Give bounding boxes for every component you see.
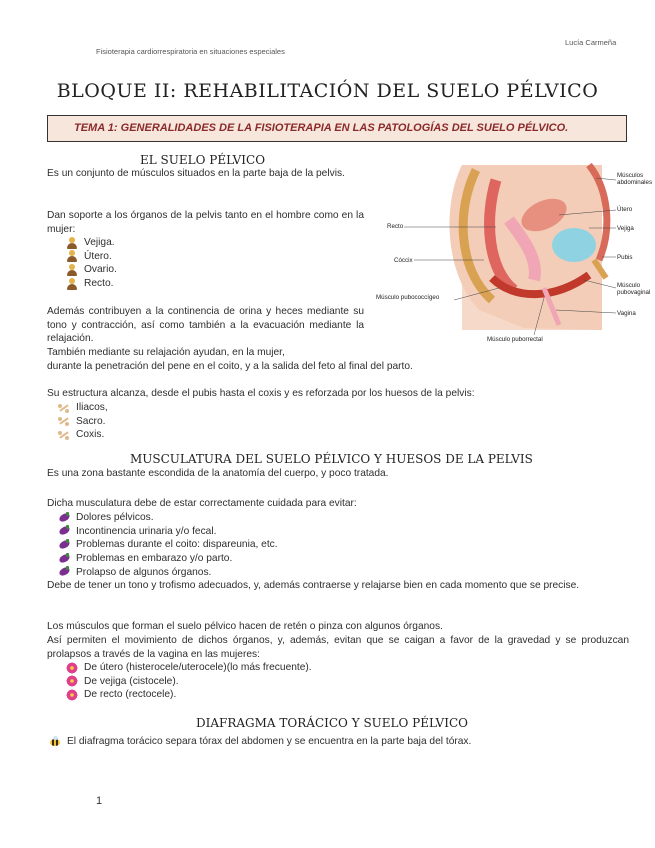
- prolapse-list: [66, 661, 312, 702]
- label-musculo-pubovaginal: Músculo pubovaginal: [617, 282, 651, 296]
- section-heading-suelo-pelvico: EL SUELO PÉLVICO: [140, 153, 266, 167]
- paragraph: durante la penetración del pene en el coito, y a la salida del feto al final del parto.: [47, 361, 413, 372]
- eggplant-icon: [58, 539, 70, 551]
- label-pubis: Pubis: [617, 254, 633, 261]
- person-icon: [66, 250, 78, 262]
- label-musculo-pubococcigeo: Músculo pubococcígeo: [376, 294, 440, 301]
- list-item: Ovario.: [66, 263, 117, 277]
- person-icon: [66, 264, 78, 276]
- section-heading-musculatura: MUSCULATURA DEL SUELO PÉLVICO Y HUESOS DE LA PELVIS: [130, 452, 533, 466]
- label-musculos-abdominales: Músculos abdominales: [617, 172, 653, 186]
- list-item: Iliacos,: [58, 401, 108, 415]
- paragraph: Así permiten el movimiento de dichos órganos, y, además, evitan que se caigan a favor de la gravedad y se produzcan prolapsos a través de la vagina en las mujeres:: [47, 635, 629, 660]
- bone-list: [58, 401, 108, 442]
- author-header: Lucía Carmeña: [565, 38, 617, 47]
- bee-icon: [49, 736, 61, 748]
- paragraph: Los músculos que forman el suelo pélvico hacen de retén o pinza con algunos órganos.: [47, 621, 443, 632]
- person-icon: [66, 278, 78, 290]
- flower-icon: [66, 689, 78, 701]
- label-utero: Útero: [617, 206, 633, 213]
- list-item: Dolores pélvicos.: [58, 511, 278, 525]
- diaphragm-list: [49, 735, 471, 749]
- list-item: Coxis.: [58, 428, 108, 442]
- list-item: Incontinencia urinaria y/o fecal.: [58, 525, 278, 539]
- eggplant-icon: [58, 525, 70, 537]
- eggplant-icon: [58, 553, 70, 565]
- label-vejiga: Vejiga: [617, 225, 634, 232]
- paragraph: Además contribuyen a la continencia de orina y heces mediante su tono y contracción, así como también a la evacuación mediante la relajación.: [47, 306, 364, 345]
- pelvic-floor-anatomy-figure: [376, 160, 653, 345]
- person-icon: [66, 237, 78, 249]
- paragraph: Su estructura alcanza, desde el pubis hasta el coxis y es reforzada por los huesos de la pelvis:: [47, 388, 475, 399]
- list-item: Útero.: [66, 250, 117, 264]
- course-header: Fisioterapia cardiorrespiratoria en situaciones especiales: [96, 47, 285, 56]
- label-coccix: Cóccix: [394, 257, 413, 264]
- list-item: De útero (histerocele/uterocele)(lo más frecuente).: [66, 661, 312, 675]
- bone-icon: [58, 402, 70, 414]
- problem-list: [58, 511, 278, 579]
- bone-icon: [58, 415, 70, 427]
- topic-banner: [47, 115, 627, 142]
- section-heading-diafragma: DIAFRAGMA TORÁCICO Y SUELO PÉLVICO: [196, 716, 468, 730]
- list-item: De recto (rectocele).: [66, 688, 312, 702]
- list-item: Sacro.: [58, 415, 108, 429]
- list-item: Problemas durante el coito: dispareunia, etc.: [58, 538, 278, 552]
- list-item: Vejiga.: [66, 236, 117, 250]
- paragraph: Es un conjunto de músculos situados en la parte baja de la pelvis.: [47, 168, 345, 179]
- paragraph: Es una zona bastante escondida de la anatomía del cuerpo, y poco tratada.: [47, 468, 389, 479]
- label-musculo-puborrectal: Músculo puborrectal: [487, 336, 543, 343]
- label-vagina: Vagina: [617, 310, 636, 317]
- list-item: De vejiga (cistocele).: [66, 675, 312, 689]
- bladder: [552, 228, 596, 262]
- list-item: Prolapso de algunos órganos.: [58, 565, 278, 579]
- list-item: Problemas en embarazo y/o parto.: [58, 552, 278, 566]
- paragraph: Dan soporte a los órganos de la pelvis tanto en el hombre como en la mujer:: [47, 210, 364, 235]
- topic-text: TEMA 1: GENERALIDADES DE LA FISIOTERAPIA EN LAS PATOLOGÍAS DEL SUELO PÉLVICO.: [74, 122, 569, 134]
- list-item: El diafragma torácico separa tórax del abdomen y se encuentra en la parte baja del tórax.: [49, 735, 471, 749]
- eggplant-icon: [58, 512, 70, 524]
- page-number: 1: [96, 795, 103, 807]
- organ-list: [66, 236, 117, 290]
- bone-icon: [58, 429, 70, 441]
- flower-icon: [66, 662, 78, 674]
- pelvis-illustration: [384, 160, 632, 345]
- flower-icon: [66, 675, 78, 687]
- label-recto: Recto: [387, 223, 404, 230]
- list-item: Recto.: [66, 277, 117, 291]
- eggplant-icon: [58, 566, 70, 578]
- document-title: BLOQUE II: REHABILITACIÓN DEL SUELO PÉLVICO: [56, 80, 599, 102]
- paragraph: También mediante su relajación ayudan, en la mujer,: [47, 347, 285, 358]
- paragraph: Debe de tener un tono y trofismo adecuados, y, además contraerse y relajarse bien en cada momento que se precise.: [47, 580, 580, 591]
- paragraph: Dicha musculatura debe de estar correctamente cuidada para evitar:: [47, 498, 357, 509]
